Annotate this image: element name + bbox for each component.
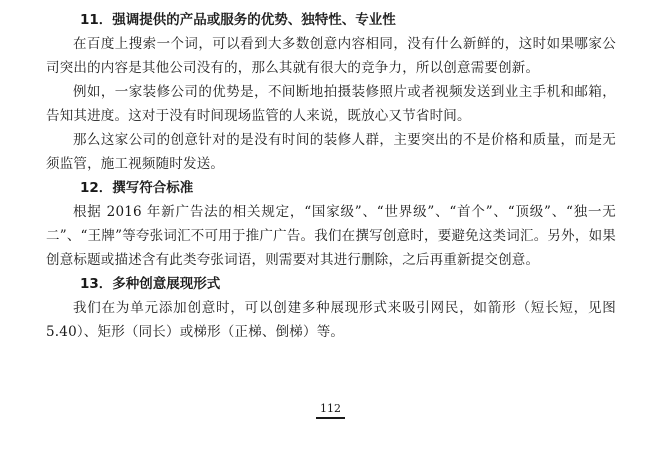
section-12 xyxy=(46,176,616,272)
paragraph: 在百度上搜索一个词，可以看到大多数创意内容相同，没有什么新鲜的，这时如果哪家公司突出的内容是其他公司没有的，那么其就有很大的竞争力，所以创意需要创新。 xyxy=(46,36,616,76)
section-13 xyxy=(46,272,616,344)
paragraph: 根据 2016 年新广告法的相关规定，“国家级”、“世界级”、“首个”、“顶级”、“独一无二”、“王牌”等夸张词汇不可用于推广广告。我们在撰写创意时，要避免这类词汇。另外，如果创意标题或描述含有此类夸张词语，则需要对其进行删除，之后再重新提交创意。 xyxy=(46,204,616,268)
section-11 xyxy=(46,8,616,176)
paragraph: 我们在为单元添加创意时，可以创建多种展现形式来吸引网民，如箭形（短长短，见图 5.40）、矩形（同长）或梯形（正梯、倒梯）等。 xyxy=(46,300,616,340)
page-number xyxy=(0,402,661,419)
section-heading: 11．强调提供的产品或服务的优势、独特性、专业性 xyxy=(80,12,396,28)
paragraph: 那么这家公司的创意针对的是没有时间的装修人群，主要突出的不是价格和质量，而是无须监管，施工视频随时发送。 xyxy=(46,132,616,172)
section-heading: 12．撰写符合标准 xyxy=(80,180,194,196)
section-heading: 13．多种创意展现形式 xyxy=(80,276,221,292)
paragraph: 例如，一家装修公司的优势是，不间断地拍摄装修照片或者视频发送到业主手机和邮箱，告知其进度。这对于没有时间现场监管的人来说，既放心又节省时间。 xyxy=(46,84,616,124)
page-number-text: 112 xyxy=(316,402,345,419)
document-page xyxy=(46,8,616,344)
